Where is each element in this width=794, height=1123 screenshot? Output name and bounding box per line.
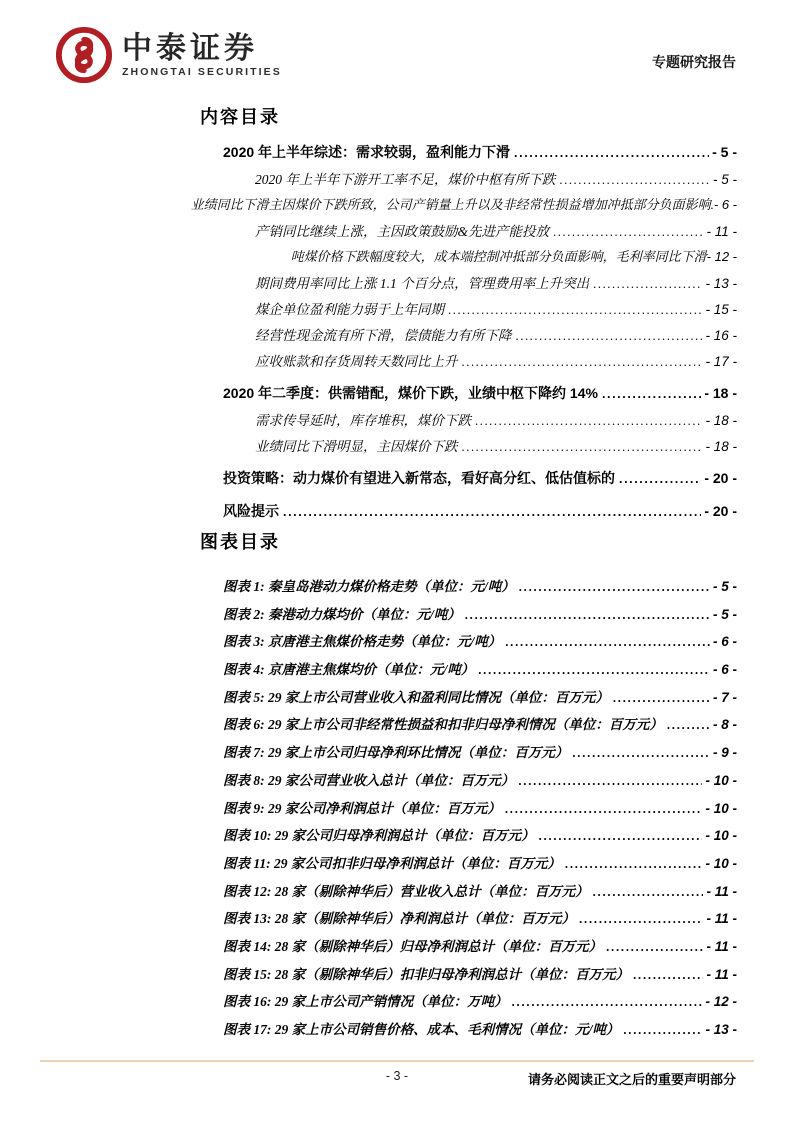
footer-divider bbox=[40, 1060, 754, 1062]
dot-leader bbox=[283, 503, 701, 519]
brand-name-cn: 中泰证券 bbox=[122, 32, 258, 65]
figure-entry-text: 图表 12: 28 家（剔除神华后）营业收入总计（单位：百万元） bbox=[223, 883, 589, 899]
toc-entry-text: 经营性现金流有所下滑，偿债能力有所下降 bbox=[255, 328, 512, 343]
toc-entry[interactable] bbox=[170, 468, 737, 494]
figure-entry[interactable] bbox=[170, 852, 737, 880]
toc-entry-page: - 18 - bbox=[704, 385, 737, 401]
figure-entry-page: - 7 - bbox=[712, 689, 737, 705]
figure-entry[interactable] bbox=[170, 658, 737, 686]
toc-entry-page: - 15 - bbox=[705, 302, 737, 317]
figure-entry[interactable] bbox=[170, 686, 737, 714]
toc-entry[interactable] bbox=[170, 168, 737, 194]
figure-entry-text: 图表 10: 29 家公司归母净利润总计（单位：百万元） bbox=[223, 828, 535, 844]
toc-entry-page: - 13 - bbox=[705, 276, 737, 291]
toc-entry[interactable] bbox=[170, 298, 737, 324]
page-footer bbox=[40, 1060, 754, 1087]
toc-entry[interactable] bbox=[170, 272, 737, 298]
dot-leader bbox=[619, 470, 701, 486]
figure-entry[interactable] bbox=[170, 797, 737, 825]
toc-entry-page: - 12 - bbox=[706, 249, 737, 264]
figure-entry-page: - 12 - bbox=[705, 994, 737, 1010]
toc-entry-text: 期间费用率同比上涨 1.1 个百分点，管理费用率上升突出 bbox=[255, 276, 590, 291]
toc-entry-text: 2020 年二季度：供需错配，煤价下跌，业绩中枢下降约 14% bbox=[223, 385, 598, 401]
toc-list bbox=[170, 142, 737, 527]
figure-entry-text: 图表 7: 29 家上市公司归母净利环比情况（单位：百万元） bbox=[223, 745, 569, 761]
figure-entry[interactable] bbox=[170, 713, 737, 741]
figure-entry-page: - 9 - bbox=[712, 745, 737, 761]
dot-leader bbox=[519, 579, 710, 595]
figure-entry[interactable] bbox=[170, 741, 737, 769]
toc-entry[interactable] bbox=[170, 383, 737, 409]
dot-leader bbox=[462, 354, 703, 370]
toc-entry-text: 风险提示 bbox=[223, 503, 279, 519]
content-toc-section bbox=[170, 103, 737, 527]
toc-entry-text: 吨煤价格下跌幅度较大，成本端控制冲抵部分负面影响，毛利率同比下滑 bbox=[290, 249, 707, 264]
figure-entry-text: 图表 8: 29 家公司营业收入总计（单位：百万元） bbox=[223, 772, 515, 788]
figure-entry-text: 图表 13: 28 家（剔除神华后）净利润总计（单位：百万元） bbox=[223, 911, 576, 927]
toc-entry-text: 投资策略：动力煤价有望进入新常态，看好高分红、低估值标的 bbox=[223, 470, 615, 486]
figure-entry[interactable] bbox=[170, 880, 737, 908]
footer-disclaimer: 请务必阅读正文之后的重要声明部分 bbox=[527, 1072, 736, 1087]
toc-entry-text: 2020 年上半年综述：需求较弱，盈利能力下滑 bbox=[223, 144, 511, 160]
figure-entry[interactable] bbox=[170, 963, 737, 991]
figure-entry-page: - 10 - bbox=[705, 855, 737, 871]
report-type-label: 专题研究报告 bbox=[652, 56, 736, 71]
figure-entry-text: 图表 5: 29 家上市公司营业收入和盈利同比情况（单位：百万元） bbox=[223, 689, 609, 705]
figure-entry-page: - 5 - bbox=[712, 606, 737, 622]
dot-leader bbox=[478, 662, 710, 678]
toc-entry[interactable] bbox=[170, 501, 737, 527]
toc-entry-text: 业绩同比下滑主因煤价下跌所致，公司产销量上升以及非经常性损益增加冲抵部分负面影响. bbox=[190, 197, 714, 212]
figure-entry-text: 图表 4: 京唐港主焦煤均价（单位：元/吨） bbox=[223, 662, 475, 678]
toc-entry-text: 应收账款和存货周转天数同比上升 bbox=[255, 354, 458, 369]
dot-leader bbox=[512, 994, 703, 1010]
dot-leader bbox=[465, 607, 710, 623]
toc-entry-page: - 18 - bbox=[705, 413, 737, 428]
toc-entry-text: 需求传导延时，库存堆积，煤价下跌 bbox=[255, 413, 471, 428]
dot-leader bbox=[559, 172, 710, 188]
dot-leader bbox=[462, 439, 703, 455]
brand-logo bbox=[55, 26, 282, 84]
brand-text bbox=[122, 32, 282, 78]
dot-leader bbox=[579, 911, 703, 927]
dot-leader bbox=[613, 690, 710, 706]
toc-entry-text: 2020 年上半年下游开工率不足，煤价中枢有所下跌 bbox=[255, 172, 556, 187]
dot-leader bbox=[667, 717, 710, 733]
figure-entry[interactable] bbox=[170, 769, 737, 797]
dot-leader bbox=[448, 302, 702, 318]
toc-entry-page: - 20 - bbox=[704, 470, 737, 486]
toc-entry-text: 煤企单位盈利能力弱于上年同期 bbox=[255, 302, 444, 317]
dot-leader bbox=[593, 884, 704, 900]
figure-entry[interactable] bbox=[170, 935, 737, 963]
dot-leader bbox=[593, 276, 702, 292]
dot-leader bbox=[572, 745, 710, 761]
figures-title: 图表目录 bbox=[200, 532, 280, 552]
page-number: - 3 - bbox=[385, 1069, 409, 1083]
figure-entry[interactable] bbox=[170, 630, 737, 658]
toc-entry-page: - 17 - bbox=[705, 354, 737, 369]
toc-entry-text: 产销同比继续上涨，主因政策鼓励&先进产能投放 bbox=[255, 224, 550, 239]
footer-row bbox=[40, 1069, 754, 1087]
figure-entry-text: 图表 14: 28 家（剔除神华后）归母净利润总计（单位：百万元） bbox=[223, 938, 603, 954]
toc-entry[interactable] bbox=[170, 246, 737, 272]
figure-entry-page: - 11 - bbox=[706, 966, 737, 982]
dot-leader bbox=[505, 801, 703, 817]
figure-entry-text: 图表 2: 秦港动力煤均价（单位：元/吨） bbox=[223, 606, 461, 622]
figure-entry-page: - 10 - bbox=[705, 828, 737, 844]
dot-leader bbox=[602, 385, 701, 401]
figure-entry-text: 图表 6: 29 家上市公司非经常性损益和扣非归母净利情况（单位：百万元） bbox=[223, 717, 663, 733]
toc-entry[interactable] bbox=[170, 324, 737, 350]
figure-toc-section bbox=[170, 528, 737, 1046]
figure-entry[interactable] bbox=[170, 1018, 737, 1046]
dot-leader bbox=[514, 144, 709, 160]
figure-list bbox=[170, 575, 737, 1046]
toc-entry[interactable] bbox=[170, 350, 737, 376]
toc-entry-page: - 11 - bbox=[706, 224, 737, 239]
dot-leader bbox=[518, 773, 702, 789]
dot-leader bbox=[505, 634, 710, 650]
toc-entry[interactable] bbox=[170, 194, 737, 220]
figure-entry[interactable] bbox=[170, 603, 737, 631]
dot-leader bbox=[565, 856, 703, 872]
toc-entry-text: 业绩同比下滑明显，主因煤价下跌 bbox=[255, 439, 458, 454]
dot-leader bbox=[475, 413, 702, 429]
dot-leader bbox=[516, 328, 703, 344]
figure-entry[interactable] bbox=[170, 575, 737, 603]
figure-entry-page: - 5 - bbox=[712, 579, 737, 594]
toc-entry[interactable] bbox=[170, 409, 737, 435]
figure-entry-page: - 10 - bbox=[705, 800, 737, 816]
dot-leader bbox=[539, 828, 703, 844]
toc-entry-page: - 5 - bbox=[712, 144, 737, 160]
toc-entry-page: - 18 - bbox=[705, 439, 737, 454]
brand-name-en: ZHONGTAI SECURITIES bbox=[122, 66, 282, 78]
figure-entry-page: - 13 - bbox=[705, 1022, 737, 1037]
toc-entry[interactable] bbox=[170, 220, 737, 246]
figure-entry-text: 图表 1: 秦皇岛港动力煤价格走势（单位：元/吨） bbox=[223, 579, 515, 594]
figure-entry-text: 图表 3: 京唐港主焦煤价格走势（单位：元/吨） bbox=[223, 634, 502, 650]
toc-entry-page: - 5 - bbox=[712, 172, 737, 187]
figure-entry-page: - 11 - bbox=[706, 911, 737, 927]
figure-entry[interactable] bbox=[170, 824, 737, 852]
zhongtai-logo-icon bbox=[55, 26, 113, 84]
toc-entry[interactable] bbox=[170, 435, 737, 461]
figure-entry-text: 图表 11: 29 家公司扣非归母净利润总计（单位：百万元） bbox=[223, 855, 561, 871]
dot-leader bbox=[623, 1022, 702, 1038]
figure-entry[interactable] bbox=[170, 907, 737, 935]
toc-entry-page: - 6 - bbox=[713, 197, 737, 212]
dot-leader bbox=[553, 224, 703, 240]
dot-leader bbox=[633, 967, 703, 983]
figure-entry-text: 图表 15: 28 家（剔除神华后）扣非归母净利润总计（单位：百万元） bbox=[223, 966, 630, 982]
figure-entry-text: 图表 9: 29 家公司净利润总计（单位：百万元） bbox=[223, 800, 501, 816]
toc-entry-page: - 16 - bbox=[705, 328, 737, 343]
figure-entry-text: 图表 16: 29 家上市公司产销情况（单位：万吨） bbox=[223, 994, 508, 1010]
figure-entry-text: 图表 17: 29 家上市公司销售价格、成本、毛利情况（单位：元/吨） bbox=[223, 1022, 620, 1037]
figure-entry-page: - 10 - bbox=[705, 772, 737, 788]
figure-entry-page: - 6 - bbox=[712, 662, 737, 678]
figure-entry[interactable] bbox=[170, 990, 737, 1018]
dot-leader bbox=[606, 939, 703, 955]
figure-entry-page: - 11 - bbox=[706, 938, 737, 954]
toc-entry[interactable] bbox=[170, 142, 737, 168]
figure-entry-page: - 8 - bbox=[712, 717, 737, 733]
page-header bbox=[55, 26, 736, 84]
figure-entry-page: - 11 - bbox=[706, 883, 737, 899]
toc-title: 内容目录 bbox=[200, 107, 280, 127]
figure-entry-page: - 6 - bbox=[712, 634, 737, 650]
toc-entry-page: - 20 - bbox=[704, 503, 737, 519]
